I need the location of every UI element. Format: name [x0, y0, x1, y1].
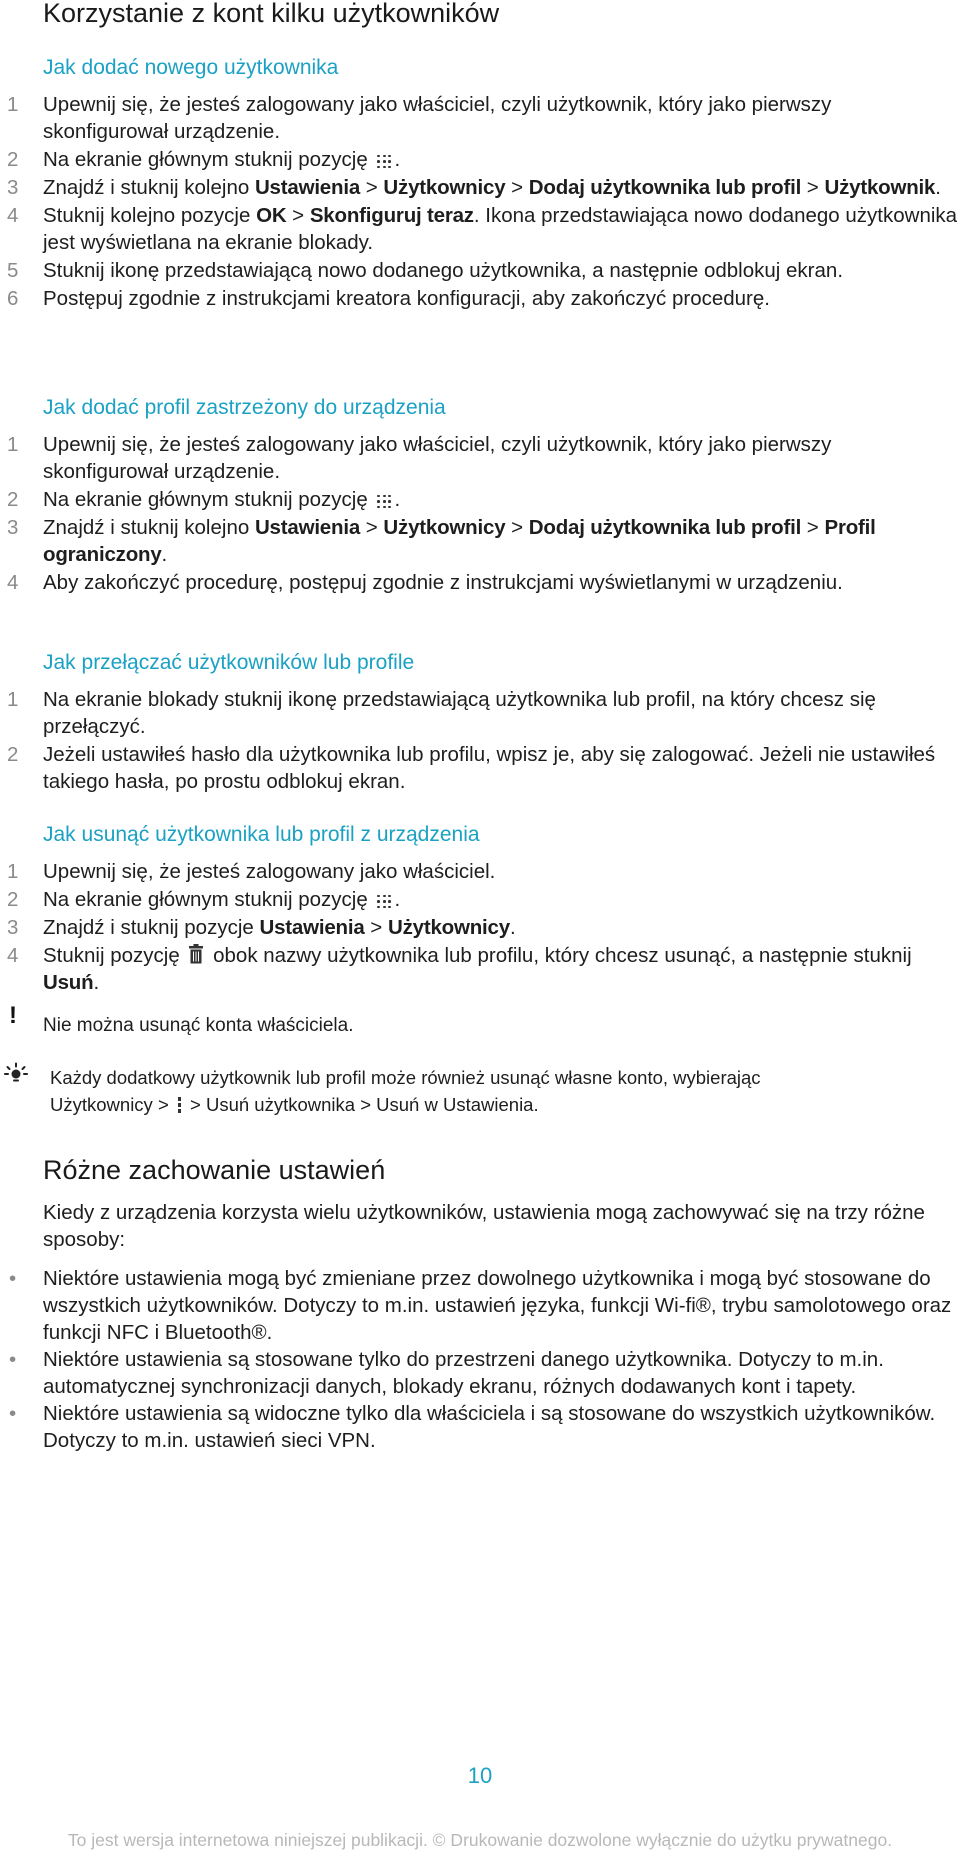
page-number: 10 [467, 1763, 493, 1788]
step-number: 3 [7, 516, 19, 539]
step-text: Upewnij się, że jesteś zalogowany jako właściciel, czyli użytkownik, który jako pierwszy skonfigurował urządzenie. [43, 433, 832, 483]
step-text: > [801, 516, 825, 539]
tip-note [50, 1064, 950, 1118]
step-text: . Ikona przedstawiająca nowo dodanego użytkownika jest wyświetlana na ekranie blokady. [43, 204, 958, 254]
tip-text-3: > Usuń użytkownika > Usuń w Ustawienia. [190, 1094, 539, 1115]
step-item [0, 91, 960, 145]
step-text: Znajdź i stuknij kolejno [43, 176, 255, 199]
overflow-menu-icon [177, 1097, 182, 1113]
menu-path-label: Skonfiguruj teraz [309, 204, 474, 227]
step-item [0, 686, 960, 740]
step-text: > [286, 204, 310, 227]
step-item [0, 514, 960, 568]
step-text: . [161, 543, 168, 566]
step-number: 3 [7, 176, 19, 199]
step-text: . [394, 148, 401, 171]
bullet-marker: • [9, 1267, 17, 1290]
apps-grid-icon [375, 154, 393, 168]
menu-path-label: OK [256, 204, 287, 227]
step-item [0, 942, 960, 996]
menu-path-label: Usuń [43, 971, 94, 994]
settings-bullet-item [0, 1346, 960, 1400]
step-text: Upewnij się, że jesteś zalogowany jako właściciel, czyli użytkownik, który jako pierwszy skonfigurował urządzenie. [43, 93, 832, 143]
warning-note: Nie można usunąć konta właściciela. [43, 1015, 354, 1036]
section-heading-remove-user: Jak usunąć użytkownika lub profil z urządzenia [43, 823, 480, 846]
step-number: 4 [7, 571, 19, 594]
step-text: . [93, 971, 100, 994]
step-item [0, 257, 960, 284]
step-text: Stuknij kolejno pozycje [43, 204, 257, 227]
step-item [0, 914, 960, 941]
step-text: Na ekranie blokady stuknij ikonę przedstawiającą użytkownika lub profil, na który chcesz się przełączyć. [43, 688, 876, 738]
step-item [0, 146, 960, 173]
menu-path-label: Dodaj użytkownika lub profil [528, 176, 802, 199]
step-number: 1 [7, 433, 19, 456]
tip-text-2: Użytkownicy > [50, 1094, 169, 1115]
settings-bullet-item [0, 1400, 960, 1454]
step-number: 1 [7, 93, 19, 116]
step-item [0, 886, 960, 913]
bullet-marker: • [9, 1348, 17, 1371]
page-title: Korzystanie z kont kilku użytkowników [43, 0, 500, 28]
menu-path-label: Ustawienia [254, 176, 361, 199]
bullet-text: Niektóre ustawienia są stosowane tylko do przestrzeni danego użytkownika. Dotyczy to m.in. automatycznej synchronizacji danych, blokady ekranu, różnych dodawanych kont i tapety. [43, 1348, 884, 1398]
step-text: > [360, 176, 384, 199]
step-number: 1 [7, 688, 19, 711]
step-text: Na ekranie głównym stuknij pozycję [43, 888, 374, 911]
step-text: > [505, 516, 529, 539]
lightbulb-icon [4, 1062, 28, 1086]
step-number: 2 [7, 743, 19, 766]
step-item [0, 486, 960, 513]
step-text: Stuknij pozycję [43, 944, 186, 967]
apps-grid-icon [375, 494, 393, 508]
settings-bullet-list [0, 1265, 960, 1454]
steps-switch-users [0, 686, 960, 796]
step-item [0, 174, 960, 201]
step-number: 5 [7, 259, 19, 282]
step-text: . [394, 888, 401, 911]
step-text: Znajdź i stuknij kolejno [43, 516, 255, 539]
menu-path-label: Ustawienia [259, 916, 365, 939]
step-item [0, 202, 960, 256]
step-text: Aby zakończyć procedurę, postępuj zgodnie z instrukcjami wyświetlanymi w urządzeniu. [43, 571, 843, 594]
trash-icon [188, 944, 204, 964]
step-text: . [394, 488, 401, 511]
step-number: 2 [7, 488, 19, 511]
step-text: Upewnij się, że jesteś zalogowany jako właściciel. [43, 860, 496, 883]
step-number: 3 [7, 916, 19, 939]
menu-path-label: Ustawienia [254, 516, 361, 539]
footer-notice: To jest wersja internetowa niniejszej publikacji. © Drukowanie dozwolone wyłącznie do użytku prywatnego. [67, 1830, 893, 1850]
step-text: > [364, 916, 388, 939]
menu-path-label: Użytkownicy [383, 176, 506, 199]
step-text: Na ekranie głównym stuknij pozycję [43, 148, 374, 171]
step-number: 4 [7, 944, 19, 967]
menu-path-label: Użytkownicy [387, 916, 510, 939]
bullet-marker: • [9, 1402, 17, 1425]
section-heading-add-restricted-profile: Jak dodać profil zastrzeżony do urządzenia [43, 396, 446, 419]
step-text: . [509, 916, 516, 939]
bullet-text: Niektóre ustawienia mogą być zmieniane przez dowolnego użytkownika i mogą być stosowane do wszystkich użytkowników. Dotyczy to m.in. ustawień języka, funkcji Wi-fi®, trybu samolotowego oraz funkcji NFC i Bluetooth®. [43, 1267, 952, 1344]
step-number: 1 [7, 860, 19, 883]
menu-path-label: Użytkownicy [383, 516, 506, 539]
menu-path-label: Profil ograniczony [43, 516, 876, 566]
settings-bullet-item [0, 1265, 960, 1346]
step-text: Znajdź i stuknij pozycje [43, 916, 260, 939]
step-text: Jeżeli ustawiłeś hasło dla użytkownika lub profilu, wpisz je, aby się zalogować. Jeżeli nie ustawiłeś takiego hasła, po prostu odblokuj ekran. [43, 743, 936, 793]
step-text: . [935, 176, 941, 199]
step-text: Na ekranie głównym stuknij pozycję [43, 488, 374, 511]
step-text: Stuknij ikonę przedstawiającą nowo dodanego użytkownika, a następnie odblokuj ekran. [43, 259, 844, 282]
steps-add-user [0, 91, 960, 313]
step-text: Postępuj zgodnie z instrukcjami kreatora konfiguracji, aby zakończyć procedurę. [43, 287, 770, 310]
step-text: > [801, 176, 825, 199]
apps-grid-icon [375, 894, 393, 908]
section-heading-switch-users: Jak przełączać użytkowników lub profile [43, 651, 415, 674]
step-item [0, 858, 960, 885]
menu-path-label: Dodaj użytkownika lub profil [528, 516, 802, 539]
step-item [0, 741, 960, 795]
tip-text-1: Każdy dodatkowy użytkownik lub profil może również usunąć własne konto, wybierając [50, 1067, 761, 1088]
step-number: 6 [7, 287, 19, 310]
step-text: > [505, 176, 529, 199]
intro-paragraph: Kiedy z urządzenia korzysta wielu użytkowników, ustawienia mogą zachowywać się na trzy różne sposoby: [43, 1201, 925, 1251]
step-number: 2 [7, 148, 19, 171]
step-text: > [360, 516, 384, 539]
section-title-settings-behavior: Różne zachowanie ustawień [43, 1155, 386, 1185]
bullet-text: Niektóre ustawienia są widoczne tylko dla właściciela i są stosowane do wszystkich użytkowników. Dotyczy to m.in. ustawień sieci VPN. [43, 1402, 936, 1452]
step-text: obok nazwy użytkownika lub profilu, który chcesz usunąć, a następnie stuknij [207, 944, 912, 967]
section-heading-add-user: Jak dodać nowego użytkownika [43, 56, 339, 79]
step-number: 4 [7, 204, 19, 227]
step-item [0, 431, 960, 485]
menu-path-label: Użytkownik [824, 176, 936, 199]
step-number: 2 [7, 888, 19, 911]
step-item [0, 569, 960, 596]
steps-add-restricted-profile [0, 431, 960, 597]
steps-remove-user [0, 858, 960, 997]
exclamation-icon: ! [9, 1002, 17, 1029]
step-item [0, 285, 960, 312]
